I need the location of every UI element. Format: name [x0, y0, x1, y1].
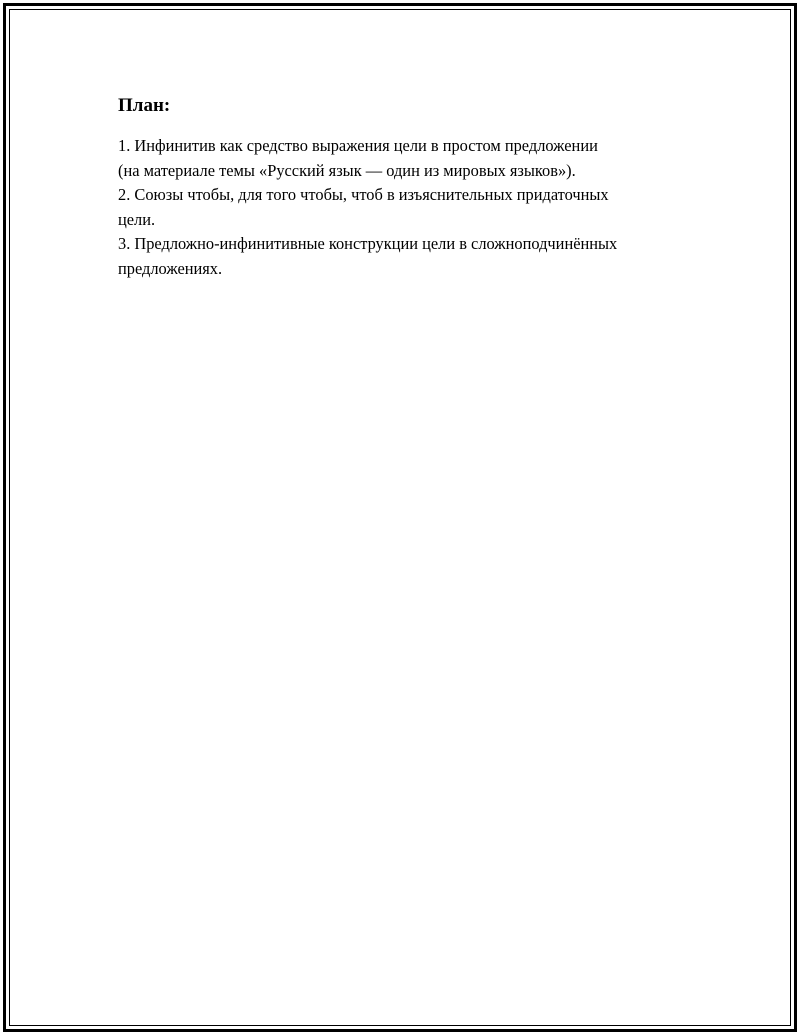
plan-item-line: 1. Инфинитив как средство выражения цели в простом предложении: [118, 136, 598, 155]
plan-item-line: предложениях.: [118, 258, 223, 278]
plan-item-1: [118, 134, 698, 183]
plan-item-3: [118, 232, 698, 281]
plan-item-line: 2. Союзы чтобы, для того чтобы, чтоб в изъяснительных придаточных: [118, 185, 609, 204]
plan-item-line: (на материале темы «Русский язык — один из мировых языков»).: [118, 160, 576, 180]
plan-heading: План:: [118, 95, 171, 116]
plan-item-line: 3. Предложно-инфинитивные конструкции цели в сложноподчинённых: [118, 234, 618, 253]
document-body: [118, 94, 698, 281]
plan-list: [118, 134, 698, 281]
plan-item-2: [118, 183, 698, 232]
plan-item-line: цели.: [118, 209, 156, 229]
